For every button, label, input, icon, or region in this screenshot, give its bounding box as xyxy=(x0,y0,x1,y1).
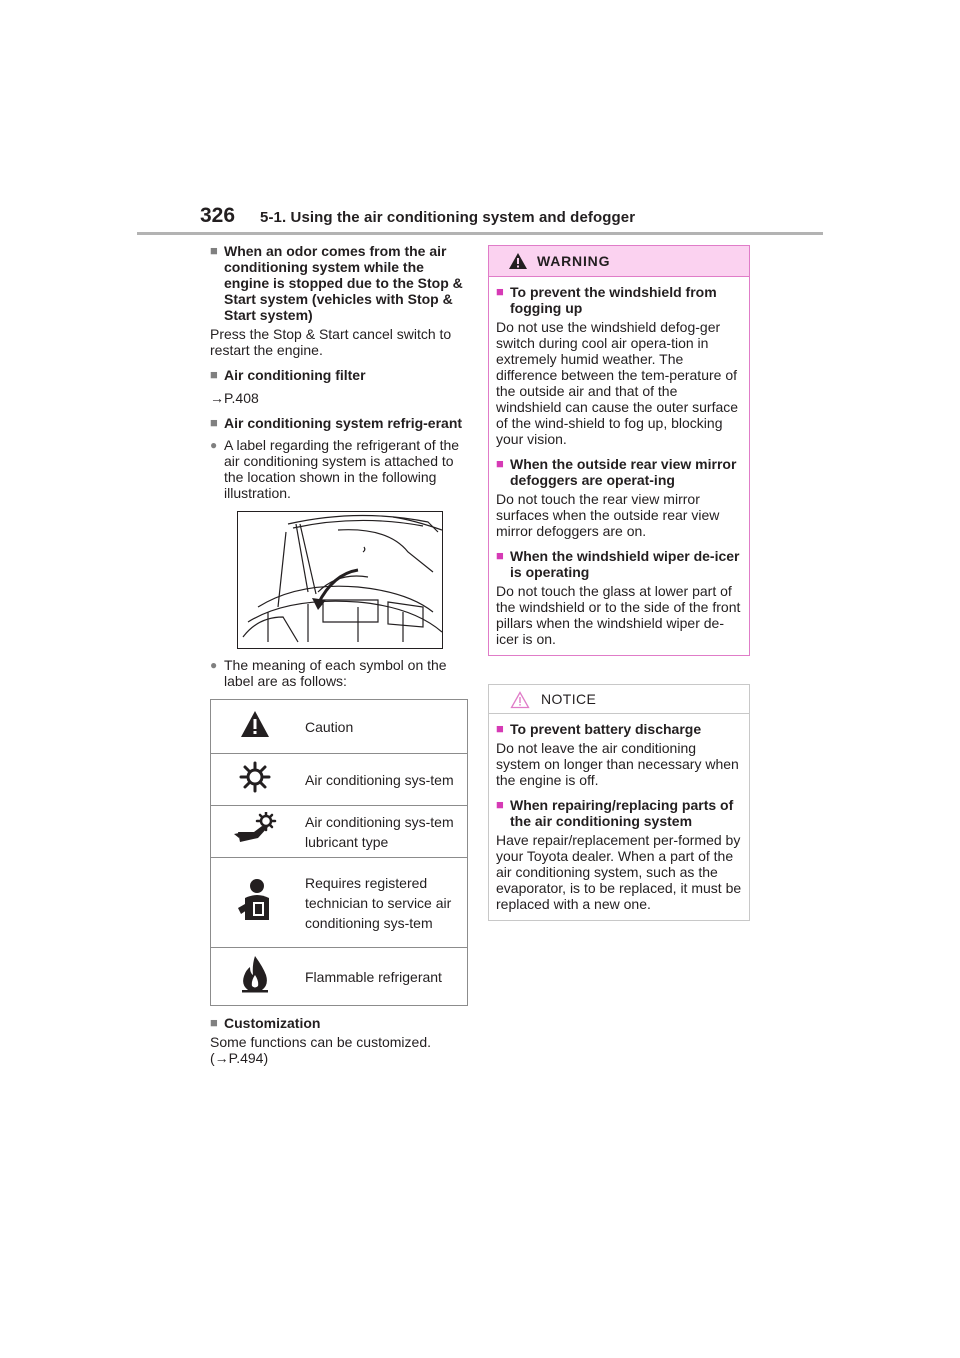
notice-title: NOTICE xyxy=(541,691,597,707)
caution-triangle-icon xyxy=(240,709,270,739)
technician-manual-icon xyxy=(237,878,273,922)
symbol-description: Requires registered technician to service air conditioning sys-tem xyxy=(299,858,468,948)
warning-heading-deicer: ■ When the windshield wiper de-icer is operating xyxy=(496,548,743,580)
warning-heading-mirror: ■ When the outside rear view mirror defoggers are operat-ing xyxy=(496,456,743,488)
odor-heading: ■ When an odor comes from the air conditioning system while the engine is stopped due to the Stop & Start system (vehicles with Stop & Start system) xyxy=(210,243,472,323)
warning-box xyxy=(488,245,750,656)
table-row xyxy=(211,700,468,754)
symbol-description: Caution xyxy=(299,700,468,754)
page-number: 326 xyxy=(200,204,236,227)
symbol-description: Air conditioning sys-tem xyxy=(299,754,468,806)
odor-text: Press the Stop & Start cancel switch to restart the engine. xyxy=(210,326,452,358)
symbol-description: Flammable refrigerant xyxy=(305,968,442,985)
customization-text: Some functions can be customized. (→P.494) xyxy=(210,1034,432,1066)
section-title: 5-1. Using the air conditioning system and defogger xyxy=(260,209,636,226)
engine-bay-illustration xyxy=(237,511,443,649)
flame-icon xyxy=(240,955,270,993)
notice-text-battery: Do not leave the air conditioning system on longer than necessary when the engine is off. xyxy=(496,740,739,788)
warning-title: WARNING xyxy=(537,253,611,269)
notice-heading-battery: ■ To prevent battery discharge xyxy=(496,721,743,737)
notice-header xyxy=(489,685,749,714)
notice-box xyxy=(488,684,750,921)
symbol-meaning-bullet: ● The meaning of each symbol on the label are as follows: xyxy=(210,657,472,689)
symbol-table xyxy=(210,699,468,1006)
customization-heading: ■ Customization xyxy=(210,1015,472,1031)
warning-heading-fog: ■ To prevent the windshield from fogging up xyxy=(496,284,743,316)
right-column xyxy=(488,245,750,921)
table-row xyxy=(211,858,468,948)
table-row xyxy=(211,948,468,1006)
warning-text-deicer: Do not touch the glass at lower part of the windshield or to the side of the front pillars when the windshield wiper de-icer is on. xyxy=(496,583,741,647)
notice-triangle-icon xyxy=(510,691,530,709)
notice-text-repair: Have repair/replacement per-formed by your Toyota dealer. When a part of the air conditioning system, such as the evaporator, is to be replaced, it must be replaced with a new one. xyxy=(496,832,742,912)
warning-text-fog: Do not use the windshield defog-ger switch during cool air opera-tion in extremely humid weather. The difference between the tem-perature of the outside air and that of the windshield can cause the outer surface of the wind-shield to fog up, blocking your vision. xyxy=(496,319,739,447)
table-row xyxy=(211,806,468,858)
warning-body xyxy=(489,277,749,655)
warning-text-mirror: Do not touch the rear view mirror surfaces when the outside rear view mirror defoggers are on. xyxy=(496,491,720,539)
warning-header xyxy=(489,246,749,277)
notice-heading-repair: ■ When repairing/replacing parts of the air conditioning system xyxy=(496,797,743,829)
refrigerant-heading: ■ Air conditioning system refrig-erant xyxy=(210,415,472,431)
table-row xyxy=(211,754,468,806)
filter-heading: ■ Air conditioning filter xyxy=(210,367,472,383)
oil-can-snowflake-icon xyxy=(232,812,278,846)
label-location-bullet: ● A label regarding the refrigerant of the air conditioning system is attached to the location shown in the following illustration. xyxy=(210,437,472,501)
filter-page-link[interactable]: →P.408 xyxy=(210,390,259,406)
notice-body xyxy=(489,714,749,920)
snowflake-icon xyxy=(239,761,271,793)
left-column xyxy=(210,243,472,1066)
symbol-description: Air conditioning sys-tem lubricant type xyxy=(299,806,468,858)
page-header xyxy=(200,204,760,234)
header-divider xyxy=(137,232,823,235)
warning-triangle-icon xyxy=(508,252,528,270)
